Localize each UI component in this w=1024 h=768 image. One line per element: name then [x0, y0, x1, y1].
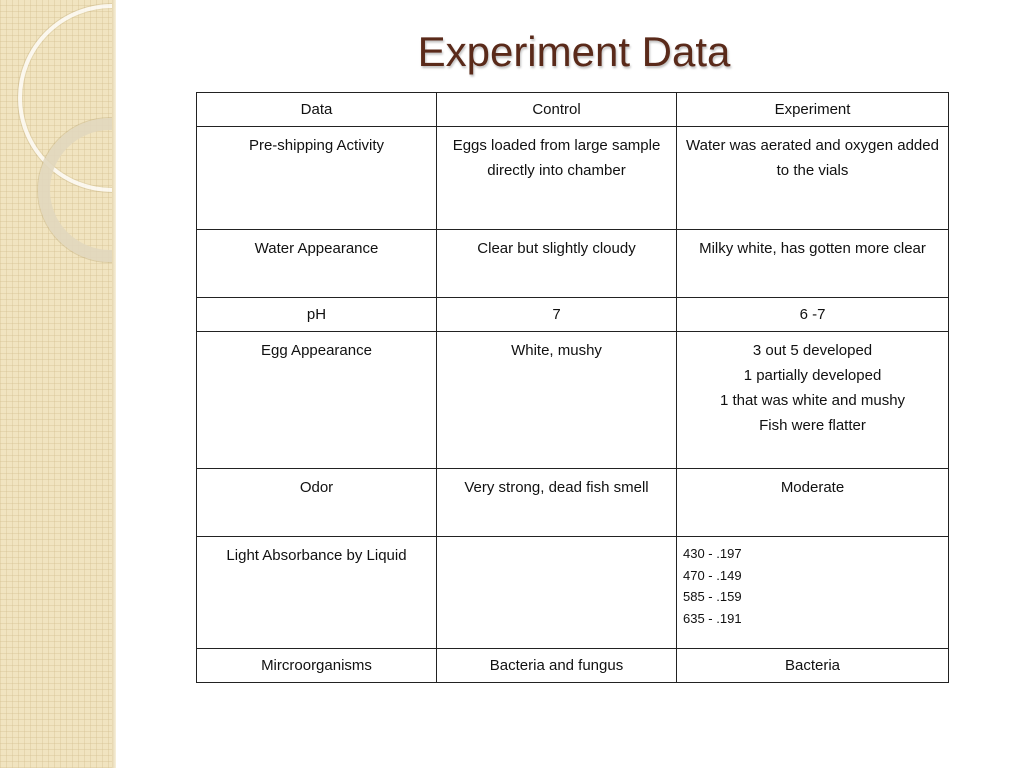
- control-cell: 7: [437, 298, 677, 332]
- experiment-line: Fish were flatter: [759, 417, 866, 434]
- table-row: [197, 332, 949, 469]
- control-cell: Bacteria and fungus: [437, 649, 677, 683]
- experiment-line: 1 partially developed: [743, 367, 882, 384]
- table-row: [197, 298, 949, 332]
- absorbance-reading: 585 - .159: [683, 589, 742, 604]
- control-cell: Clear but slightly cloudy: [437, 230, 677, 298]
- row-label: Egg Appearance: [197, 332, 437, 469]
- row-label: Odor: [197, 469, 437, 537]
- experiment-cell: [677, 332, 949, 469]
- experiment-cell: 6 -7: [677, 298, 949, 332]
- experiment-cell: Milky white, has gotten more clear: [677, 230, 949, 298]
- experiment-data-table: [196, 92, 949, 683]
- row-label: Light Absorbance by Liquid: [197, 537, 437, 649]
- absorbance-reading: 470 - .149: [683, 567, 742, 583]
- row-label: Water Appearance: [197, 230, 437, 298]
- slide-title: Experiment Data: [417, 28, 731, 75]
- decorative-band-edge: [112, 0, 116, 768]
- experiment-cell: Bacteria: [677, 649, 949, 683]
- experiment-cell: [677, 537, 949, 649]
- table-header-row: [197, 93, 949, 127]
- control-cell: [437, 537, 677, 649]
- table-row: [197, 537, 949, 649]
- table-row: [197, 469, 949, 537]
- row-label: Pre-shipping Activity: [197, 127, 437, 230]
- control-cell: Eggs loaded from large sample directly into chamber: [437, 127, 677, 230]
- row-label: Mircroorganisms: [197, 649, 437, 683]
- table-row: [197, 127, 949, 230]
- header-experiment: Experiment: [677, 93, 949, 127]
- experiment-line: 3 out 5 developed: [752, 342, 873, 359]
- experiment-cell: Moderate: [677, 469, 949, 537]
- control-cell: White, mushy: [437, 332, 677, 469]
- absorbance-reading: 430 - .197: [683, 546, 742, 561]
- experiment-line: 1 that was white and mushy: [719, 392, 906, 409]
- header-control: Control: [437, 93, 677, 127]
- row-label: pH: [197, 298, 437, 332]
- decorative-side-band: [0, 0, 112, 768]
- control-cell: Very strong, dead fish smell: [437, 469, 677, 537]
- table-row: [197, 649, 949, 683]
- absorbance-reading: 635 - .191: [683, 610, 742, 626]
- table-row: [197, 230, 949, 298]
- header-data: Data: [197, 93, 437, 127]
- experiment-cell: Water was aerated and oxygen added to the vials: [677, 127, 949, 230]
